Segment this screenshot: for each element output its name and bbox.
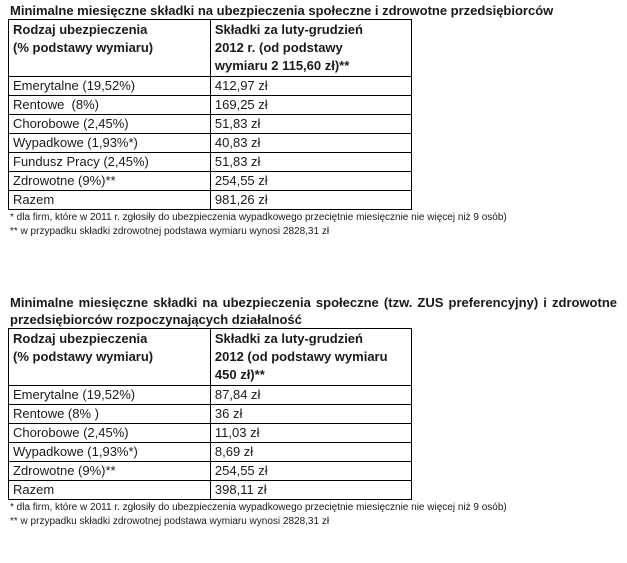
table-row: [9, 134, 412, 153]
table-row: [9, 443, 412, 462]
section-title: Minimalne miesięczne składki na ubezpieczenia społeczne (tzw. ZUS preferencyjny) i zdrowotne przedsiębiorców rozpoczynających działalność: [10, 295, 617, 327]
table-header-row: [9, 20, 412, 77]
footnote-health-insurance: ** w przypadku składki zdrowotnej podstawa wymiaru wynosi 2828,31 zł: [10, 516, 330, 527]
table-row-total: [9, 191, 412, 210]
header-contribution-amount: Składki za luty-grudzień 2012 (od podstawy wymiaru 450 zł)**: [210, 329, 411, 386]
row-label: Chorobowe (2,45%): [9, 424, 211, 443]
row-value: 40,83 zł: [210, 134, 411, 153]
row-value: 11,03 zł: [210, 424, 411, 443]
table-row: [9, 153, 412, 172]
contributions-section-preferential: [10, 294, 617, 529]
row-value: 981,26 zł: [210, 191, 411, 210]
row-label: Rentowe (8%): [9, 96, 211, 115]
table-row: [9, 96, 412, 115]
table-row: [9, 424, 412, 443]
header-insurance-type: Rodzaj ubezpieczenia (% podstawy wymiaru): [9, 20, 211, 77]
header-insurance-type: Rodzaj ubezpieczenia (% podstawy wymiaru): [9, 329, 211, 386]
table-header-row: [9, 329, 412, 386]
row-label: Chorobowe (2,45%): [9, 115, 211, 134]
row-value: 254,55 zł: [210, 172, 411, 191]
table-row: [9, 405, 412, 424]
row-label: Emerytalne (19,52%): [9, 386, 211, 405]
row-value: 254,55 zł: [210, 462, 411, 481]
contributions-table: [8, 328, 412, 500]
table-row-total: [9, 481, 412, 500]
row-label: Emerytalne (19,52%): [9, 77, 211, 96]
row-value: 169,25 zł: [210, 96, 411, 115]
row-label: Wypadkowe (1,93%*): [9, 134, 211, 153]
table-row: [9, 386, 412, 405]
row-value: 8,69 zł: [210, 443, 411, 462]
contributions-table: [8, 19, 412, 210]
row-label: Razem: [9, 191, 211, 210]
row-value: 36 zł: [210, 405, 411, 424]
table-row: [9, 172, 412, 191]
footnote-accident-insurance: * dla firm, które w 2011 r. zgłosiły do ubezpieczenia wypadkowego przeciętnie miesięcznie nie więcej niż 9 osób): [10, 212, 507, 223]
table-row: [9, 77, 412, 96]
row-value: 412,97 zł: [210, 77, 411, 96]
row-label: Wypadkowe (1,93%*): [9, 443, 211, 462]
footnote-accident-insurance: * dla firm, które w 2011 r. zgłosiły do ubezpieczenia wypadkowego przeciętnie miesięcznie nie więcej niż 9 osób): [10, 502, 507, 513]
row-label: Zdrowotne (9%)**: [9, 462, 211, 481]
row-label: Zdrowotne (9%)**: [9, 172, 211, 191]
footnote-health-insurance: ** w przypadku składki zdrowotnej podstawa wymiaru wynosi 2828,31 zł: [10, 226, 330, 237]
table-row: [9, 462, 412, 481]
table-row: [9, 115, 412, 134]
row-label: Rentowe (8% ): [9, 405, 211, 424]
row-label: Fundusz Pracy (2,45%): [9, 153, 211, 172]
row-value: 398,11 zł: [210, 481, 411, 500]
contributions-section-standard: [10, 2, 617, 239]
row-value: 87,84 zł: [210, 386, 411, 405]
row-label: Razem: [9, 481, 211, 500]
header-contribution-amount: Składki za luty-grudzień 2012 r. (od podstawy wymiaru 2 115,60 zł)**: [210, 20, 411, 77]
row-value: 51,83 zł: [210, 153, 411, 172]
section-title: Minimalne miesięczne składki na ubezpieczenia społeczne i zdrowotne przedsiębiorców: [10, 3, 554, 18]
row-value: 51,83 zł: [210, 115, 411, 134]
